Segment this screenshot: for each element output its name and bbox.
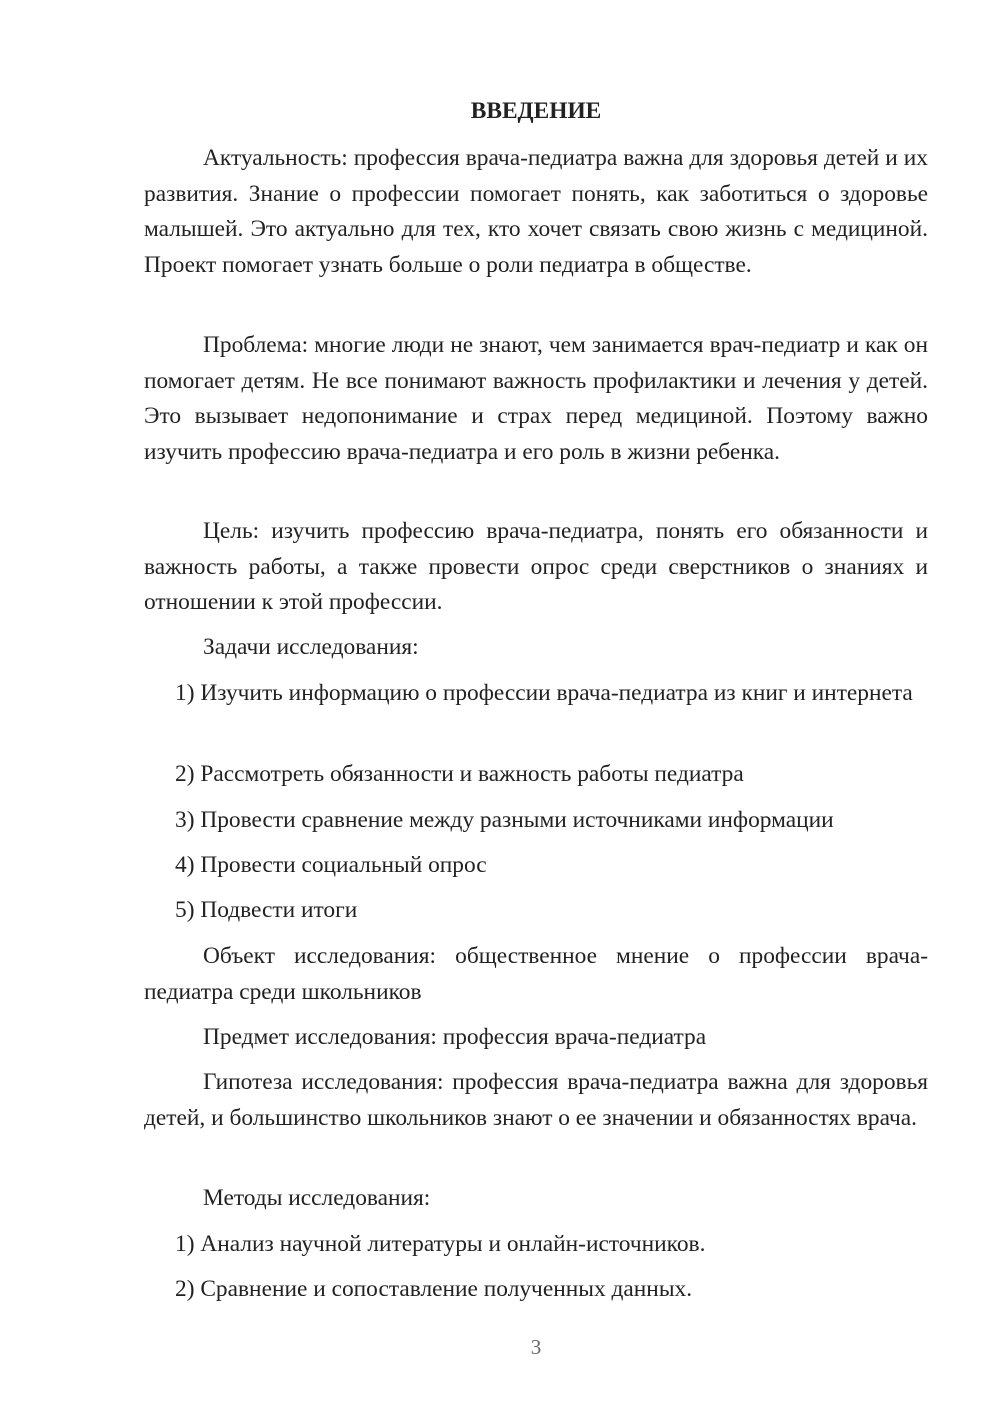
problem-paragraph: Проблема: многие люди не знают, чем занимается врач-педиатр и как он помогает детям. Не все понимают важность профилактики и лечения у детей. Это вызывает недопонимание и страх перед медициной. Поэтому важно изучить профессию врача-педиатра и его роль в жизни ребенка. bbox=[144, 332, 928, 465]
task-item-3: 3) Провести сравнение между разными источниками информации bbox=[175, 807, 834, 833]
subject-paragraph: Предмет исследования: профессия врача-педиатра bbox=[203, 1024, 707, 1050]
methods-heading: Методы исследования: bbox=[203, 1185, 431, 1211]
task-item-4: 4) Провести социальный опрос bbox=[175, 852, 487, 878]
page-number: 3 bbox=[530, 1335, 542, 1359]
method-item-2: 2) Сравнение и сопоставление полученных данных. bbox=[175, 1276, 693, 1302]
tasks-heading: Задачи исследования: bbox=[203, 634, 419, 660]
task-item-1: 1) Изучить информацию о профессии врача-педиатра из книг и интернета bbox=[175, 680, 913, 706]
object-paragraph: Объект исследования: общественное мнение о профессии врача-педиатра среди школьников bbox=[144, 943, 928, 1005]
relevance-paragraph: Актуальность: профессия врача-педиатра важна для здоровья детей и их развития. Знание о профессии помогает понять, как заботиться о здоровье малышей. Это актуально для тех, кто хочет связать свою жизнь с медициной. Проект помогает узнать больше о роли педиатра в обществе. bbox=[144, 145, 928, 278]
hypothesis-paragraph: Гипотеза исследования: профессия врача-педиатра важна для здоровья детей, и большинство школьников знают о ее значении и обязанностях врача. bbox=[144, 1069, 928, 1131]
goal-paragraph: Цель: изучить профессию врача-педиатра, понять его обязанности и важность работы, а также провести опрос среди сверстников о знаниях и отношении к этой профессии. bbox=[144, 518, 928, 615]
task-item-2: 2) Рассмотреть обязанности и важность работы педиатра bbox=[175, 761, 744, 787]
method-item-1: 1) Анализ научной литературы и онлайн-источников. bbox=[175, 1231, 706, 1257]
page-title: ВВЕДЕНИЕ bbox=[470, 98, 602, 124]
task-item-5: 5) Подвести итоги bbox=[175, 897, 358, 923]
